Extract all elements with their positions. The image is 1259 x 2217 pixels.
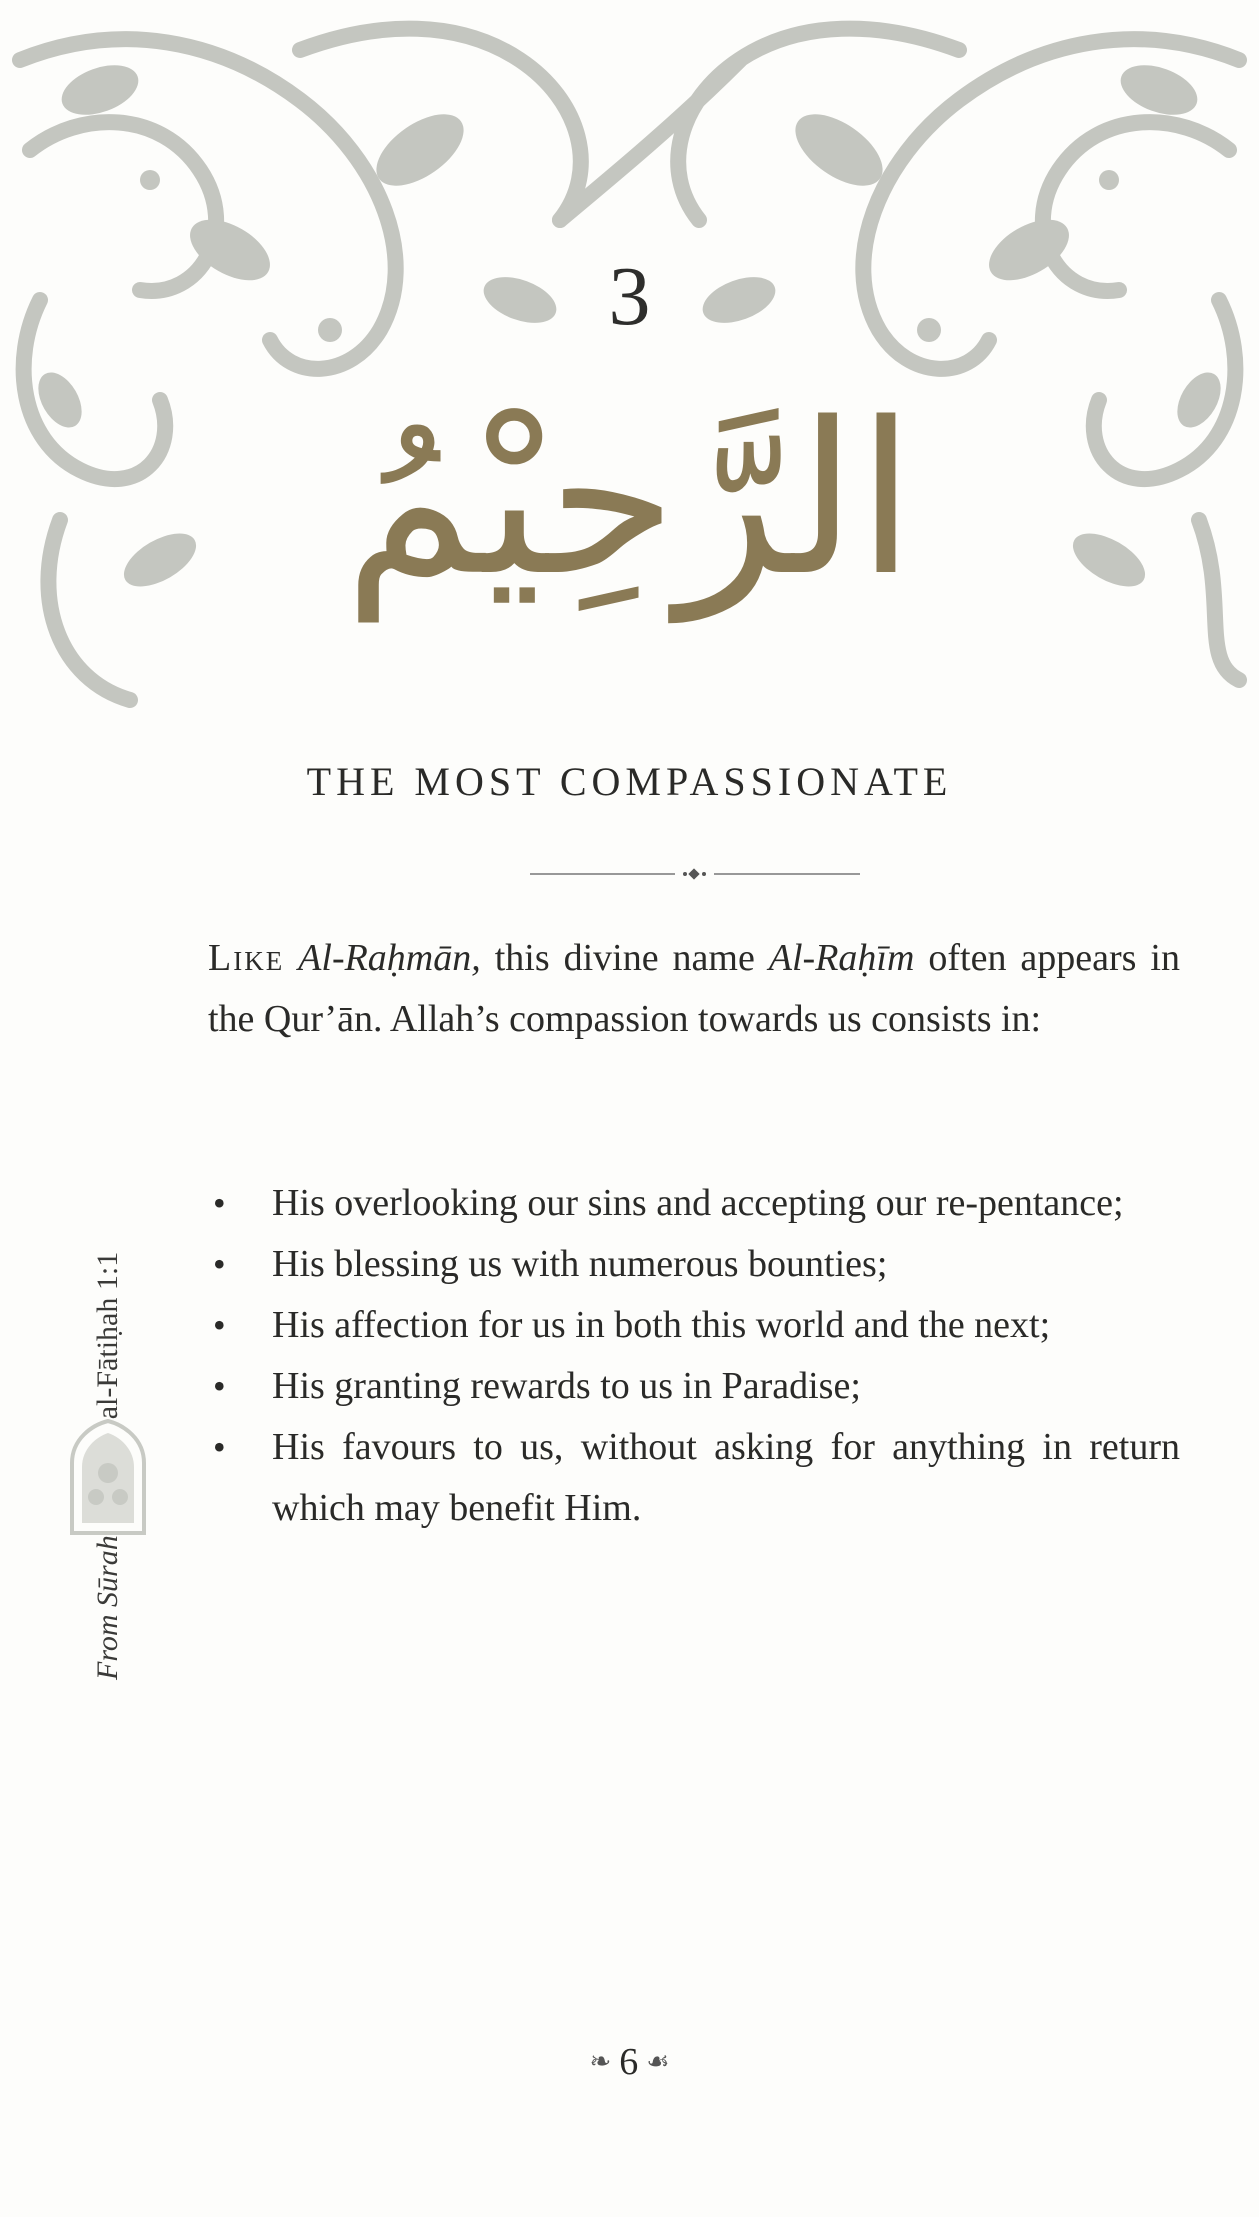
list-item: • His overlooking our sins and accepting our re-pentance; — [208, 1173, 1180, 1234]
list-item: • His blessing us with numerous bounties; — [208, 1234, 1180, 1295]
bullet-icon: • — [213, 1305, 226, 1345]
arabic-divine-name: الرَّحِيْمُ — [343, 377, 916, 622]
list-item: • His favours to us, without asking for anything in return which may benefit Him. — [208, 1417, 1180, 1539]
intro-text-1: this divine name — [480, 937, 769, 979]
section-divider — [530, 868, 860, 880]
intro-paragraph — [208, 928, 1180, 1050]
name-al-rahim: Al-Raḥīm — [768, 937, 915, 979]
flourish-left-icon: ❧ — [589, 2047, 612, 2076]
surah-citation: al-Fātiḥah 1:1 — [91, 1251, 124, 1420]
page-footer — [0, 2040, 1259, 2084]
bullet-icon: • — [213, 1427, 226, 1467]
list-item: • His affection for us in both this world and the next; — [208, 1295, 1180, 1356]
intro-text-2: often appears in the Qur’ān. Allah’s compassion towards us consists in: — [208, 937, 1180, 1040]
bullet-icon: • — [213, 1366, 226, 1406]
page-number: 6 — [619, 2041, 639, 2083]
lead-word: Like — [208, 937, 285, 979]
arch-motif-icon — [66, 1419, 150, 1535]
compassion-list — [208, 1173, 1180, 1539]
english-title: THE MOST COMPASSIONATE — [306, 759, 953, 804]
name-al-rahman: Al-Raḥmān, — [298, 937, 481, 979]
flourish-right-icon: ☙ — [646, 2047, 670, 2076]
chapter-number: 3 — [608, 250, 651, 343]
surah-prefix: From Sūrah — [91, 1535, 124, 1680]
bullet-icon: • — [213, 1244, 226, 1284]
surah-reference — [50, 1252, 166, 1680]
list-item: • His granting rewards to us in Paradise; — [208, 1356, 1180, 1417]
bullet-icon: • — [213, 1183, 226, 1223]
